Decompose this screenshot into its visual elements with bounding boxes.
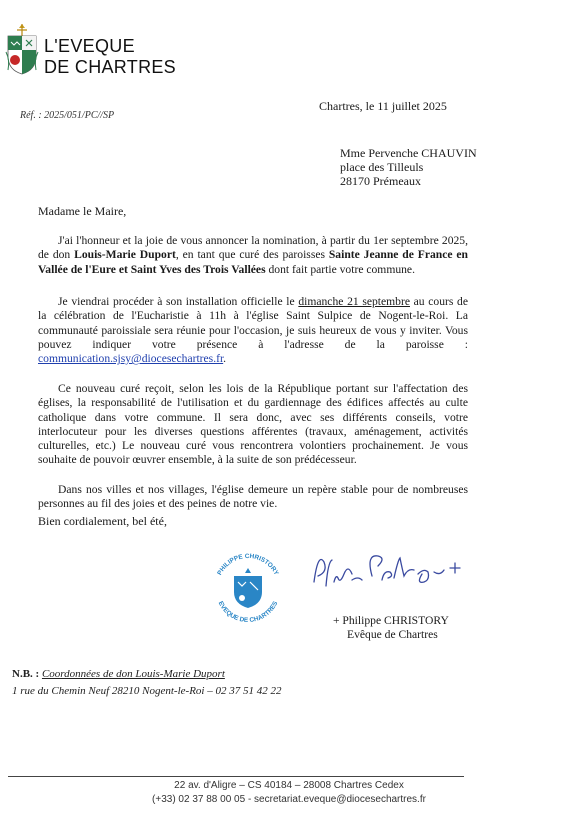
salutation: Madame le Maire, — [38, 204, 127, 218]
p2-text-a: Je viendrai procéder à son installation officielle le — [58, 295, 299, 308]
parishes-names: Sainte Jeanne de France en Vallée de l'Eure et Saint Yves des Trois Vallées — [38, 248, 469, 276]
stamp-text-bottom: EVEQUE DE CHARTRES — [216, 600, 280, 625]
footer-address: 22 av. d'Aligre – CS 40184 – 28008 Chartres Cedex — [174, 780, 404, 791]
p1-text-a: J'ai l'honneur et la joie de vous annoncer la nomination, à partir du 1er septembre 2025, de don — [38, 234, 468, 262]
reference-number: Réf. : 2025/051/PC//SP — [20, 110, 115, 121]
nb-label: N.B. : — [12, 668, 40, 680]
nb-heading: Coordonnées de don Louis-Marie Duport — [41, 668, 225, 680]
p1-text-c: dont fait partie votre commune. — [265, 262, 415, 276]
p2-text-c: . — [223, 352, 227, 366]
paragraph-closing-thought: Dans nos villes et nos villages, l'église demeure un repère stable pour de nombreuses personnes au fil des joies et des peines de notre vie. — [38, 483, 468, 511]
paragraph-installation — [38, 295, 468, 366]
priest-name: Louis-Marie Duport — [74, 248, 176, 262]
signer-title: Evêque de Chartres — [347, 628, 438, 641]
stamp-text-top: PHILIPPE CHRISTORY — [216, 552, 280, 577]
recipient-city: 28170 Prémeaux — [340, 174, 421, 188]
footer-divider — [8, 776, 464, 777]
closing-formula: Bien cordialement, bel été, — [38, 514, 167, 528]
recipient-name: Mme Pervenche CHAUVIN — [340, 146, 477, 160]
parish-email-link[interactable]: communication.sjsy@diocesechartres.fr — [38, 352, 224, 366]
p2-text-b: au cours de la célébration de l'Eucharistie à 11h à l'église Saint Sulpice de Nogent-le-Roi. La communauté paroissiale sera réunie pour l'occasion, je suis heureux de vous y inviter. Vous pouvez indiquer votre présence à l'adresse de la paroisse : — [38, 295, 468, 351]
paragraph-announcement — [38, 234, 468, 277]
installation-date: dimanche 21 septembre — [298, 295, 410, 308]
nb-address: 1 rue du Chemin Neuf 28210 Nogent-le-Roi – 02 37 51 42 22 — [12, 685, 282, 697]
paragraph-responsibilities: Ce nouveau curé reçoit, selon les lois de la République portant sur l'affectation des églises, la responsabilité de l'utilisation et du gardiennage des édifices affectés au culte catholique dans votre commune. Il sera donc, avec ses différents conseils, votre interlocuteur pour les diverses questions afférentes (travaux, aménagement, activités culturelles, etc.) Le nouveau curé vous rencontrera volontiers prochainement. Je vous souhaite de pouvoir œuvrer ensemble, à la suite de son prédécesseur. — [38, 382, 468, 467]
p1-text-b: , en tant que curé des paroisses — [175, 248, 329, 262]
signer-name: + Philippe CHRISTORY — [333, 614, 449, 627]
handwritten-signature — [308, 542, 468, 602]
svg-text:PHILIPPE CHRISTORY — [216, 553, 280, 577]
letterhead-line2: DE CHARTRES — [44, 57, 176, 77]
diocese-coat-of-arms-icon — [4, 22, 40, 80]
footer-contact: (+33) 02 37 88 00 05 - secretariat.eveque@diocesechartres.fr — [152, 794, 426, 805]
recipient-street: place des Tilleuls — [340, 160, 424, 174]
letterhead-line1: L'EVEQUE — [44, 36, 135, 56]
letter-date: Chartres, le 11 juillet 2025 — [319, 99, 447, 113]
nb-section — [12, 668, 225, 680]
episcopal-stamp — [208, 548, 288, 628]
